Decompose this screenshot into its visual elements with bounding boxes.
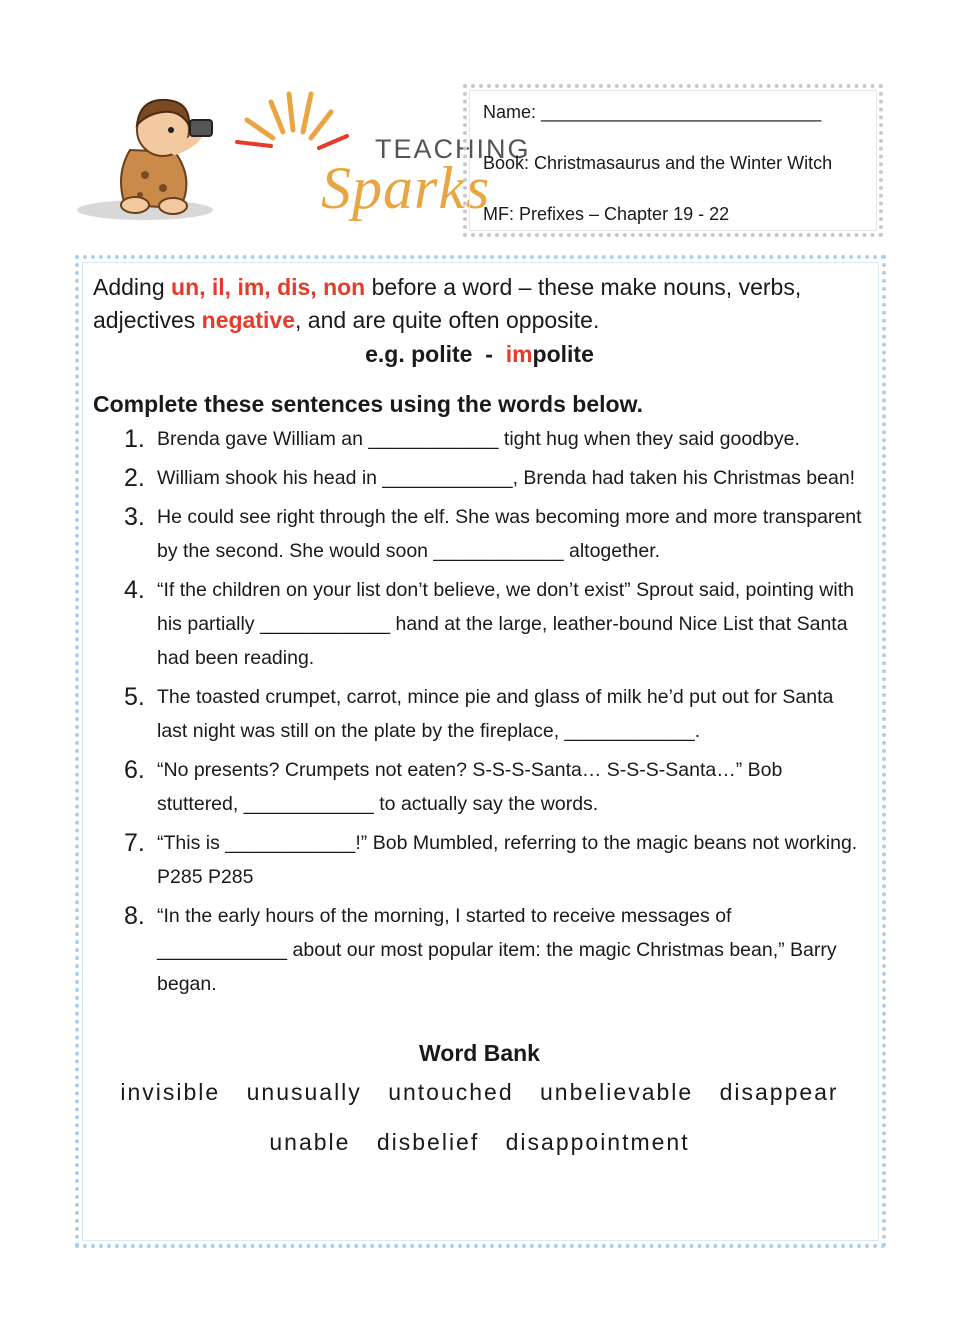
word-bank-row-1: [93, 1075, 866, 1109]
question-number: 4.: [124, 576, 145, 604]
example-suffix: polite: [532, 341, 594, 367]
question-text: Brenda gave William an ____________ tight hug when they said goodbye.: [157, 428, 800, 450]
question-item: [93, 422, 866, 456]
example-line: [93, 337, 866, 371]
question-item: [93, 500, 866, 568]
word-bank-title: Word Bank: [419, 1040, 540, 1066]
teaching-sparks-logo: [75, 80, 531, 235]
student-info-box: [463, 84, 883, 237]
question-item: [93, 461, 866, 495]
question-number: 7.: [124, 829, 145, 857]
intro-text-3: , and are quite often opposite.: [295, 307, 600, 333]
question-list: [93, 422, 866, 1001]
question-text: He could see right through the elf. She was becoming more and more transparent by the second. She would soon ____________ altogether.: [157, 506, 862, 562]
topic-line: MF: Prefixes – Chapter 19 - 22: [483, 204, 730, 224]
question-number: 1.: [124, 425, 145, 453]
intro-text-1: Adding: [93, 274, 172, 300]
question-item: [93, 899, 866, 1001]
question-text: William shook his head in ____________, Brenda had taken his Christmas bean!: [157, 467, 856, 489]
word-bank-word: invisible: [120, 1079, 221, 1105]
question-number: 8.: [124, 902, 145, 930]
logo-text-sparks: Sparks: [321, 155, 491, 221]
word-bank-word: untouched: [388, 1079, 514, 1105]
question-number: 6.: [124, 756, 145, 784]
book-title: Book: Christmasaurus and the Winter Witch: [483, 153, 833, 173]
word-bank-word: unusually: [246, 1079, 362, 1105]
question-item: [93, 753, 866, 821]
question-item: [93, 680, 866, 748]
example-prefix: im: [505, 341, 533, 367]
question-text: “In the early hours of the morning, I started to receive messages of ____________ about our most popular item: the magic Christmas bean,” Barry began.: [157, 905, 837, 995]
logo-text-teaching: TEACHING: [375, 134, 531, 164]
word-bank-word: unbelievable: [540, 1079, 694, 1105]
word-bank-word: disappointment: [505, 1129, 690, 1155]
word-bank-row-2: [93, 1125, 866, 1159]
intro-paragraph: [93, 271, 866, 337]
intro-text-2: before a word – these make nouns, verbs, adjectives: [93, 274, 802, 333]
question-text: “No presents? Crumpets not eaten? S-S-S-Santa… S-S-S-Santa…” Bob stuttered, ____________ to actually say the words.: [157, 759, 783, 815]
prefix-list: un, il, im, dis, non: [171, 274, 366, 300]
word-bank-word: disbelief: [376, 1129, 480, 1155]
word-bank-word: unable: [269, 1129, 351, 1155]
question-number: 2.: [124, 464, 145, 492]
question-item: [93, 573, 866, 675]
example-base: e.g. polite -: [365, 341, 506, 367]
question-text: The toasted crumpet, carrot, mince pie and glass of milk he’d put out for Santa last night was still on the plate by the fireplace, ____________.: [157, 686, 834, 742]
question-number: 5.: [124, 683, 145, 711]
question-text: “This is ____________!” Bob Mumbled, referring to the magic beans not working. P285 P285: [157, 832, 858, 888]
word-bank-word: disappear: [719, 1079, 839, 1105]
worksheet-panel: [75, 255, 886, 1248]
question-text: “If the children on your list don’t believe, we don’t exist” Sprout said, pointing with his partially ____________ hand at the large, leather-bound Nice List that Santa had been reading.: [157, 579, 854, 669]
instruction-heading: Complete these sentences using the words below.: [93, 391, 643, 417]
name-field[interactable]: Name: ____________________________: [483, 102, 822, 122]
question-item: [93, 826, 866, 894]
question-number: 3.: [124, 503, 145, 531]
negative-word: negative: [201, 307, 295, 333]
